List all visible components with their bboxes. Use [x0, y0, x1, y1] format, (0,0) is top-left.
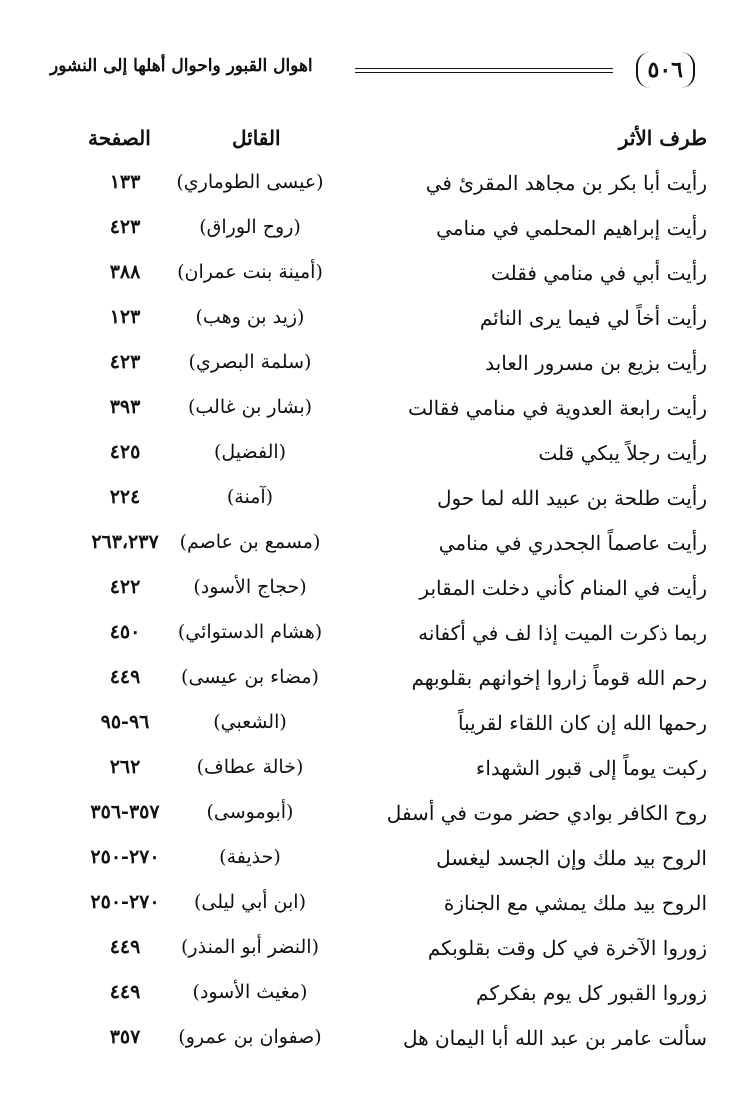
table-row: [0, 795, 755, 840]
row-qa: (عيسى الطوماري): [176, 171, 324, 193]
row-qa: (سلمة البصري): [188, 351, 312, 373]
row-atr: ربما ذكرت الميت إذا لف في أكفانه: [418, 621, 707, 645]
row-qa: (زيد بن وهب): [195, 306, 305, 328]
table-row: [0, 165, 755, 210]
row-qa: (حجاج الأسود): [193, 576, 307, 598]
row-atr: رأيت إبراهيم المحلمي في منامي: [436, 216, 707, 240]
page-header: [50, 52, 695, 92]
table-row: [0, 975, 755, 1020]
row-page: ٤٢٢: [109, 576, 141, 598]
table-row: [0, 840, 755, 885]
column-header-page: الصفحة: [88, 126, 151, 150]
table-row: [0, 885, 755, 930]
row-atr: رأيت بزيع بن مسرور العابد: [485, 351, 707, 375]
column-header-qa: القائل: [232, 126, 281, 150]
row-qa: (خالة عطاف): [196, 756, 304, 778]
row-page: ٤٤٩: [109, 936, 141, 958]
table-row: [0, 300, 755, 345]
row-atr: رأيت طلحة بن عبيد الله لما حول: [437, 486, 707, 510]
row-page: ٤٢٣: [109, 351, 141, 373]
row-atr: رحم الله قوماً زاروا إخوانهم بقلوبهم: [411, 666, 707, 690]
row-page: ٣٩٣: [109, 396, 141, 418]
row-qa: (الفضيل): [213, 441, 287, 463]
row-atr: سألت عامر بن عبد الله أبا اليمان هل: [402, 1026, 707, 1050]
row-page: ٤٤٩: [109, 981, 141, 1003]
table-row: [0, 345, 755, 390]
running-title: اهوال القبور واحوال أهلها إلى النشور: [50, 56, 313, 76]
index-table: [0, 165, 755, 1065]
row-page: ٢٧٠-٢٥٠: [90, 891, 160, 913]
row-page: ٢٦٢: [109, 756, 141, 778]
row-page: ١٢٣: [109, 306, 141, 328]
row-atr: الروح بيد ملك وإن الجسد ليغسل: [436, 846, 707, 870]
row-page: ٢٧٠-٢٥٠: [90, 846, 160, 868]
row-qa: (بشار بن غالب): [187, 396, 313, 418]
row-qa: (أمينة بنت عمران): [177, 261, 323, 283]
row-page: ٢٦٣،٢٣٧: [91, 531, 159, 553]
row-qa: (ابن أبي ليلى): [194, 891, 306, 913]
table-row: [0, 570, 755, 615]
row-qa: (آمنة): [226, 486, 274, 508]
table-row: [0, 1020, 755, 1065]
table-row: [0, 615, 755, 660]
table-row: [0, 255, 755, 300]
row-qa: (مضاء بن عيسى): [181, 666, 319, 688]
row-atr: الروح بيد ملك يمشي مع الجنازة: [443, 891, 707, 915]
row-page: ٣٥٧: [109, 1026, 141, 1048]
row-atr: زوروا القبور كل يوم بفكركم: [476, 981, 707, 1005]
table-row: [0, 660, 755, 705]
row-qa: (روح الوراق): [199, 216, 301, 238]
row-atr: رأيت عاصماً الجحدري في منامي: [438, 531, 707, 555]
row-atr: رأيت أخاً لي فيما يرى النائم: [479, 306, 707, 330]
table-row: [0, 930, 755, 975]
row-qa: (أبوموسى): [206, 801, 294, 823]
row-atr: روح الكافر بوادي حضر موت في أسفل: [386, 801, 707, 825]
table-row: [0, 435, 755, 480]
row-page: ٤٥٠: [109, 621, 141, 643]
row-qa: (الشعبي): [213, 711, 287, 733]
header-rule: [355, 68, 613, 73]
row-qa: (هشام الدستوائي): [177, 621, 323, 643]
column-header-atr: طرف الأثر: [618, 126, 707, 150]
row-qa: (صفوان بن عمرو): [178, 1026, 322, 1048]
row-atr: زوروا الآخرة في كل وقت بقلوبكم: [427, 936, 707, 960]
table-row: [0, 390, 755, 435]
row-qa: (النضر أبو المنذر): [181, 936, 319, 958]
row-qa: (مسمع بن عاصم): [179, 531, 321, 553]
row-atr: رأيت في المنام كأني دخلت المقابر: [419, 576, 707, 600]
table-row: [0, 525, 755, 570]
row-page: ٣٨٨: [109, 261, 141, 283]
table-row: [0, 750, 755, 795]
table-row: [0, 210, 755, 255]
row-atr: رأيت رابعة العدوية في منامي فقالت: [407, 396, 707, 420]
row-page: ٤٤٩: [109, 666, 141, 688]
row-qa: (حذيفة): [219, 846, 281, 868]
row-atr: رأيت أبا بكر بن مجاهد المقرئ في: [425, 171, 707, 195]
row-atr: رأيت رجلاً يبكي قلت: [538, 441, 707, 465]
row-page: ٢٢٤: [109, 486, 141, 508]
row-atr: ركبت يوماً إلى قبور الشهداء: [475, 756, 707, 780]
row-page: ١٣٣: [109, 171, 141, 193]
table-row: [0, 705, 755, 750]
row-qa: (مغيث الأسود): [192, 981, 308, 1003]
row-page: ٩٦-٩٥: [100, 711, 150, 733]
row-atr: رأيت أبي في منامي فقلت: [490, 261, 707, 285]
row-atr: رحمها الله إن كان اللقاء لقريباً: [457, 711, 707, 735]
row-page: ٤٢٣: [109, 216, 141, 238]
row-page: ٤٢٥: [109, 441, 141, 463]
row-page: ٣٥٧-٣٥٦: [90, 801, 160, 823]
page-number: ٥٠٦: [636, 52, 695, 88]
table-row: [0, 480, 755, 525]
